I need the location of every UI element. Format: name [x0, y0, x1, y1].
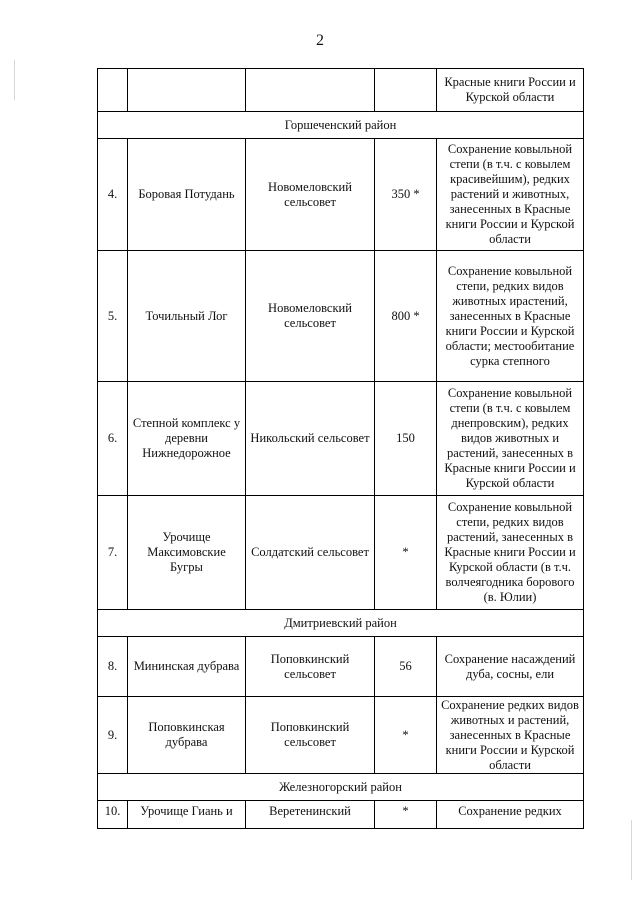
cell-area: 150 — [375, 382, 437, 496]
cell-name — [128, 69, 246, 112]
cell-area: 800 * — [375, 251, 437, 382]
cell-note: Сохранение ковыльной степи, редких видов растений, занесенных в Красные книги России и Курской области (в т.ч. волчеягодника борового (в. Юлии) — [437, 496, 584, 610]
table-row-continuation — [98, 69, 584, 112]
section-row-dmitrievsky — [98, 610, 584, 637]
cell-location: Никольский сельсовет — [246, 382, 375, 496]
cell-num: 6. — [98, 382, 128, 496]
cell-location: Веретенинский — [246, 801, 375, 829]
cell-num: 10. — [98, 801, 128, 829]
table-row — [98, 139, 584, 251]
scan-edge-mark — [631, 820, 632, 880]
cell-location: Новомеловский сельсовет — [246, 251, 375, 382]
section-row-gorshechensky — [98, 112, 584, 139]
cell-note: Сохранение редких видов животных и растений, занесенных в Красные книги России и Курской области — [437, 697, 584, 774]
cell-note: Сохранение ковыльной степи (в т.ч. с ковылем днепровским), редких видов животных и растений, занесенных в Красные книги России и Курской области — [437, 382, 584, 496]
cell-area — [375, 69, 437, 112]
table-row — [98, 251, 584, 382]
cell-num: 8. — [98, 637, 128, 697]
cell-name: Поповкинская дубрава — [128, 697, 246, 774]
cell-location — [246, 69, 375, 112]
cell-area: * — [375, 697, 437, 774]
section-title: Дмитриевский район — [98, 610, 584, 637]
section-row-zheleznogorsky — [98, 774, 584, 801]
cell-num: 5. — [98, 251, 128, 382]
cell-area: * — [375, 496, 437, 610]
cell-num: 7. — [98, 496, 128, 610]
table-row — [98, 801, 584, 829]
cell-note: Сохранение ковыльной степи (в т.ч. с ковылем красивейшим), редких растений и животных, занесенных в Красные книги России и Курской области — [437, 139, 584, 251]
cell-note: Красные книги России и Курской области — [437, 69, 584, 112]
cell-name: Мининская дубрава — [128, 637, 246, 697]
cell-name: Боровая Потудань — [128, 139, 246, 251]
cell-note: Сохранение редких — [437, 801, 584, 829]
table-row — [98, 382, 584, 496]
table-row — [98, 637, 584, 697]
cell-area: 56 — [375, 637, 437, 697]
cell-location: Новомеловский сельсовет — [246, 139, 375, 251]
cell-location: Солдатский сельсовет — [246, 496, 375, 610]
table-row — [98, 697, 584, 774]
cell-name: Урочище Гиань и — [128, 801, 246, 829]
table-row — [98, 496, 584, 610]
cell-name: Степной комплекс у деревни Нижнедорожное — [128, 382, 246, 496]
scan-edge-mark — [14, 60, 15, 100]
cell-area: 350 * — [375, 139, 437, 251]
cell-area: * — [375, 801, 437, 829]
page-number: 2 — [316, 32, 324, 49]
section-title: Железногорский район — [98, 774, 584, 801]
cell-note: Сохранение ковыльной степи, редких видов животных ирастений, занесенных в Красные книги России и Курской области; местообитание сурка степного — [437, 251, 584, 382]
section-title: Горшеченский район — [98, 112, 584, 139]
cell-num: 9. — [98, 697, 128, 774]
cell-name: Точильный Лог — [128, 251, 246, 382]
cell-note: Сохранение насаждений дуба, сосны, ели — [437, 637, 584, 697]
cell-name: Урочище Максимовские Бугры — [128, 496, 246, 610]
cell-num: 4. — [98, 139, 128, 251]
cell-num — [98, 69, 128, 112]
cell-location: Поповкинский сельсовет — [246, 697, 375, 774]
cell-location: Поповкинский сельсовет — [246, 637, 375, 697]
reserves-table — [97, 68, 584, 829]
